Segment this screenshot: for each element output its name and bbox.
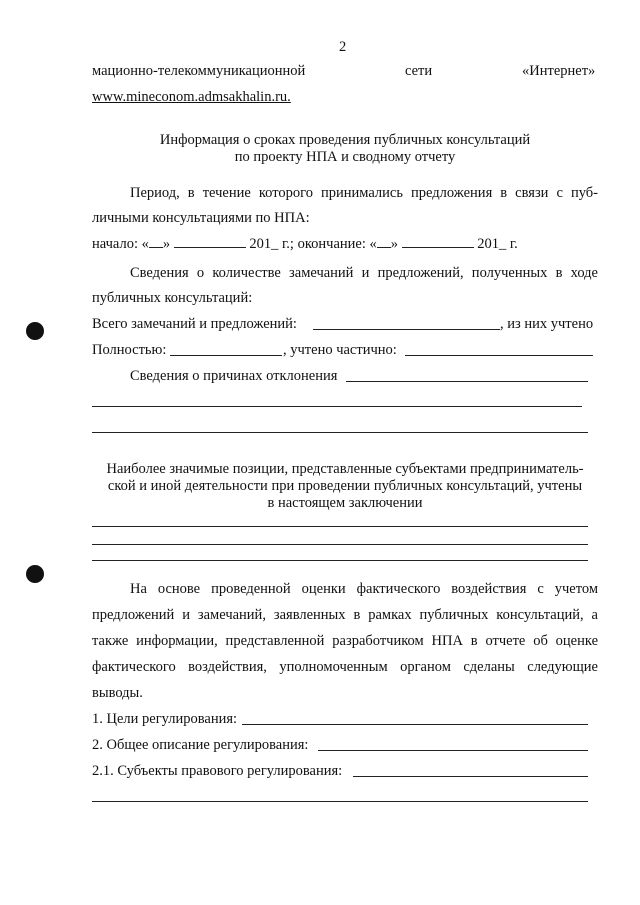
item-regulation-subjects-field[interactable]: [353, 776, 588, 777]
item-regulation-description-label: 2. Общее описание регулирования:: [92, 737, 309, 753]
conclusion-line1: На основе проведенной оценки фактического воздействия с учетом: [130, 581, 598, 597]
key-positions-line2[interactable]: [92, 544, 588, 545]
binder-hole-top: [26, 322, 44, 340]
key-positions-line3[interactable]: [92, 560, 588, 561]
key-positions-heading-line2: ской и иной деятельности при проведении публичных консультаций, учтены: [107, 478, 583, 494]
conclusion-line2: предложений и замечаний, заявленных в рамках публичных консультаций, а: [92, 607, 598, 623]
start-day-close: »: [162, 236, 171, 252]
rejection-reasons-line3[interactable]: [92, 432, 588, 433]
end-day-close: »: [390, 236, 398, 252]
ministry-website-link[interactable]: www.mineconom.admsakhalin.ru.: [92, 89, 291, 105]
conclusion-line3: также информации, представленной разработчиком НПА в отчете об оценке: [92, 633, 598, 649]
conclusion-line4: фактического воздействия, уполномоченным органом сделаны следующие: [92, 659, 598, 675]
fully-accepted-field[interactable]: [170, 355, 282, 356]
intro-text-part2: сети: [405, 63, 433, 79]
key-positions-line1[interactable]: [92, 526, 588, 527]
start-month-field[interactable]: [174, 235, 246, 248]
rejection-reasons-field[interactable]: [346, 381, 588, 382]
item-regulation-goals-label: 1. Цели регулирования:: [92, 711, 238, 727]
period-text-line1: Период, в течение которого принимались предложения в связи с пуб-: [130, 185, 598, 201]
item-regulation-description-field[interactable]: [318, 750, 588, 751]
total-remarks-suffix: , из них учтено: [500, 316, 594, 332]
counts-text-line1: Сведения о количестве замечаний и предложений, полученных в ходе: [130, 265, 598, 281]
start-day-field[interactable]: [149, 235, 163, 248]
page-number: 2: [339, 39, 347, 55]
conclusion-line5: выводы.: [92, 685, 143, 701]
counts-text-line2: публичных консультаций:: [92, 290, 253, 306]
period-text-line2: личными консультациями по НПА:: [92, 210, 310, 226]
intro-text-part3: «Интернет»: [522, 63, 596, 79]
partially-accepted-field[interactable]: [405, 355, 593, 356]
start-date-label: начало: «: [92, 236, 149, 252]
consultation-timing-heading-line1: Информация о сроках проведения публичных консультаций: [159, 132, 531, 148]
partially-accepted-label: , учтено частично:: [283, 342, 397, 358]
binder-hole-bottom: [26, 565, 44, 583]
key-positions-heading-line1: Наиболее значимые позиции, представленные субъектами предприниматель-: [106, 461, 584, 477]
item-regulation-subjects-line2[interactable]: [92, 801, 588, 802]
end-day-field[interactable]: [377, 235, 391, 248]
intro-text-part1: мационно-телекоммуникационной: [92, 63, 306, 79]
period-dates-line: [92, 235, 518, 253]
total-remarks-label: Всего замечаний и предложений:: [92, 316, 297, 332]
item-regulation-subjects-label: 2.1. Субъекты правового регулирования:: [92, 763, 343, 779]
end-month-field[interactable]: [402, 235, 474, 248]
end-year-label: 201_ г.: [477, 236, 518, 252]
rejection-reasons-label: Сведения о причинах отклонения: [130, 368, 338, 384]
end-date-label: 201_ г.; окончание: «: [249, 236, 377, 252]
rejection-reasons-line2[interactable]: [92, 406, 582, 407]
consultation-timing-heading-line2: по проекту НПА и сводному отчету: [234, 149, 456, 165]
total-remarks-field[interactable]: [313, 329, 500, 330]
key-positions-heading-line3: в настоящем заключении: [267, 495, 423, 511]
fully-accepted-label: Полностью:: [92, 342, 167, 358]
item-regulation-goals-field[interactable]: [242, 724, 588, 725]
